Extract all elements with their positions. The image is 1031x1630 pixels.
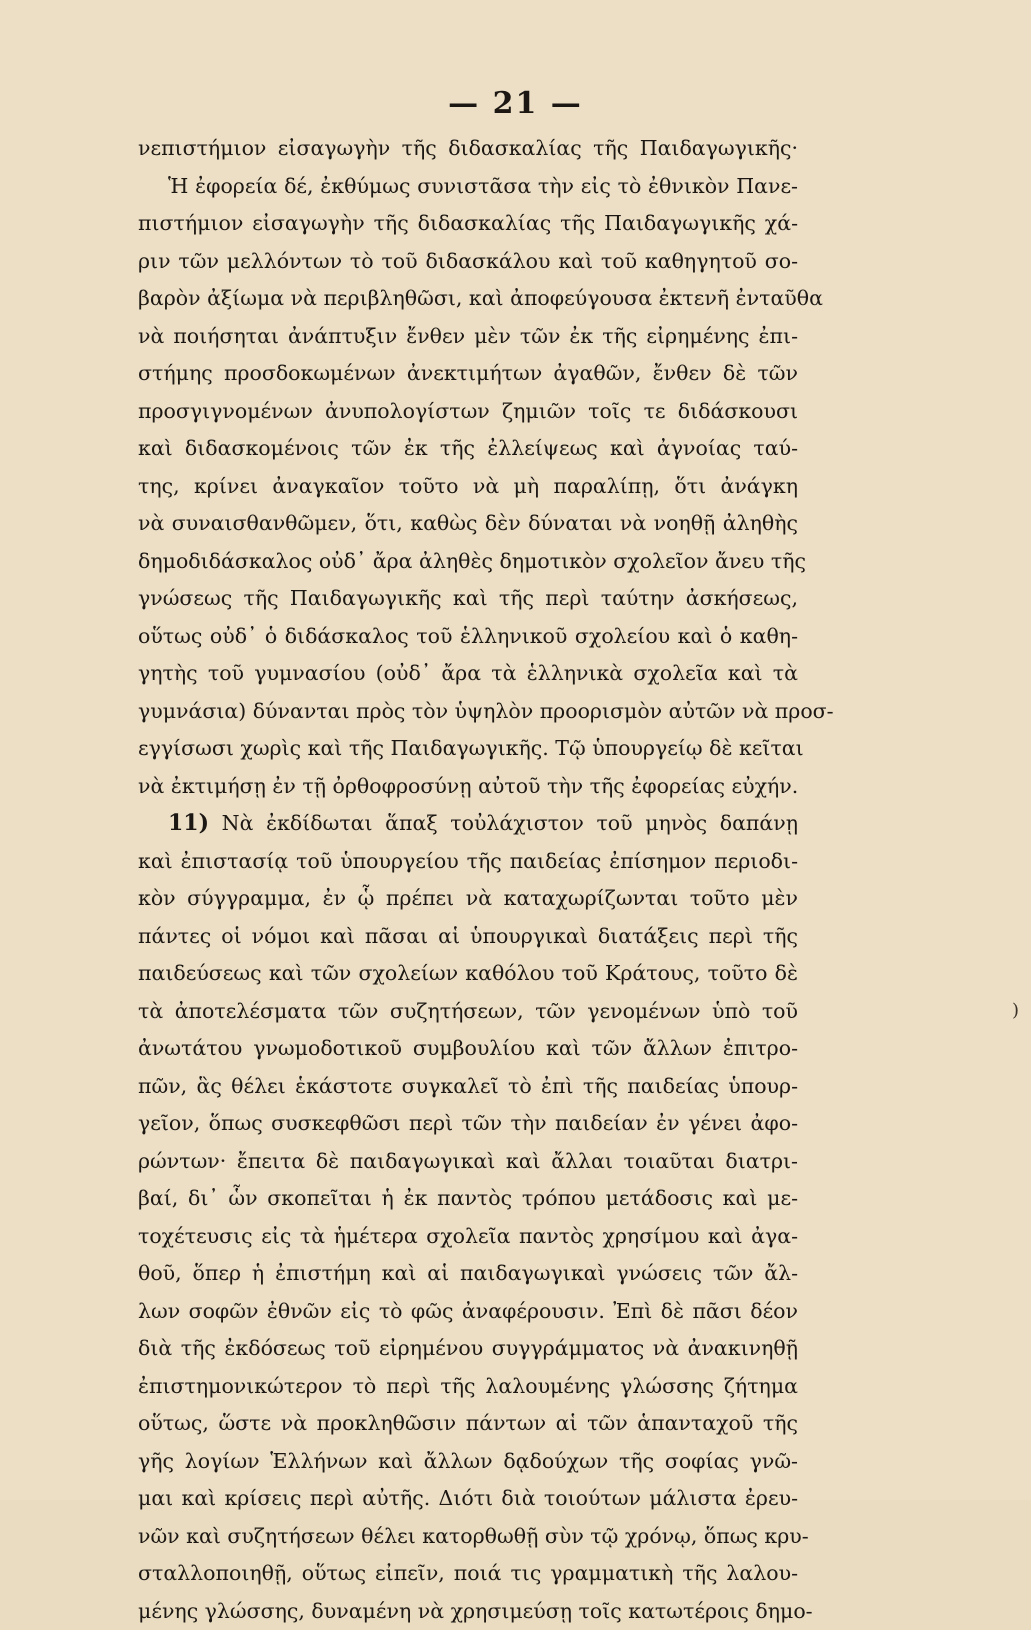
text-line: μαι καὶ κρίσεις περὶ αὐτῆς. Διότι διὰ τοιούτων μάλιστα ἐρευ-	[138, 1480, 798, 1518]
text-line: σταλλοποιηθῇ, οὕτως εἰπεῖν, ποιά τις γραμματικὴ τῆς λαλου-	[138, 1555, 798, 1593]
text-line: καὶ ἐπιστασίᾳ τοῦ ὑπουργείου τῆς παιδείας ἐπίσημον περιοδι-	[138, 843, 798, 881]
text-line: πῶν, ἃς θέλει ἑκάστοτε συγκαλεῖ τὸ ἐπὶ τῆς παιδείας ὑπουρ-	[138, 1068, 798, 1106]
text-line: τοχέτευσις εἰς τὰ ἡμέτερα σχολεῖα παντὸς χρησίμου καὶ ἀγα-	[138, 1218, 798, 1256]
text-line: της, κρίνει ἀναγκαῖον τοῦτο νὰ μὴ παραλίπῃ, ὅτι ἀνάγκη	[138, 468, 798, 506]
text-line: βαρὸν ἀξίωμα νὰ περιβληθῶσι, καὶ ἀποφεύγουσα ἐκτενῆ ἐνταῦθα	[138, 280, 798, 318]
text-line: γητὴς τοῦ γυμνασίου (οὐδ᾽ ἄρα τὰ ἑλληνικὰ σχολεῖα καὶ τὰ	[138, 655, 798, 693]
text-line: δημοδιδάσκαλος οὐδ᾽ ἄρα ἀληθὲς δημοτικὸν σχολεῖον ἄνευ τῆς	[138, 543, 798, 581]
text-line: διὰ τῆς ἐκδόσεως τοῦ εἰρημένου συγγράμματος νὰ ἀνακινηθῇ	[138, 1330, 798, 1368]
text-line: νὰ ἐκτιμήσῃ ἐν τῇ ὀρθοφροσύνῃ αὐτοῦ τὴν τῆς ἐφορείας εὐχήν.	[138, 768, 798, 806]
text-line: μένης γλώσσης, δυναμένη νὰ χρησιμεύσῃ τοῖς κατωτέροις δημο-	[138, 1593, 798, 1630]
text-line: πιστήμιον εἰσαγωγὴν τῆς διδασκαλίας τῆς Παιδαγωγικῆς χά-	[138, 205, 798, 243]
item-11-first-line-text: Νὰ ἐκδίδωται ἅπαξ τοὐλάχιστον τοῦ μηνὸς δαπάνῃ	[222, 811, 798, 835]
text-line: οὕτως, ὥστε νὰ προκληθῶσιν πάντων αἱ τῶν ἁπανταχοῦ τῆς	[138, 1405, 798, 1443]
text-line: γυμνάσια) δύνανται πρὸς τὸν ὑψηλὸν προορισμὸν αὐτῶν νὰ προσ-	[138, 693, 798, 731]
text-line: νεπιστήμιον εἰσαγωγὴν τῆς διδασκαλίας τῆς Παιδαγωγικῆς·	[138, 130, 798, 168]
text-line: γνώσεως τῆς Παιδαγωγικῆς καὶ τῆς περὶ ταύτην ἀσκήσεως,	[138, 580, 798, 618]
text-line: βαί, δι᾽ ὧν σκοπεῖται ἡ ἐκ παντὸς τρόπου μετάδοσις καὶ με-	[138, 1180, 798, 1218]
margin-mark: )	[1012, 1000, 1019, 1021]
text-line: πάντες οἱ νόμοι καὶ πᾶσαι αἱ ὑπουργικαὶ διατάξεις περὶ τῆς	[138, 918, 798, 956]
text-line: θοῦ, ὅπερ ἡ ἐπιστήμη καὶ αἱ παιδαγωγικαὶ γνώσεις τῶν ἄλ-	[138, 1255, 798, 1293]
text-line: Ἡ ἐφορεία δέ, ἐκθύμως συνιστᾶσα τὴν εἰς τὸ ἐθνικὸν Πανε-	[138, 168, 798, 206]
text-line: ρώντων· ἔπειτα δὲ παιδαγωγικαὶ καὶ ἄλλαι τοιαῦται διατρι-	[138, 1143, 798, 1181]
text-line: ἐπιστημονικώτερον τὸ περὶ τῆς λαλουμένης γλώσσης ζήτημα	[138, 1368, 798, 1406]
text-line: κὸν σύγγραμμα, ἐν ᾧ πρέπει νὰ καταχωρίζωνται τοῦτο μὲν	[138, 880, 798, 918]
item-11-first-line	[138, 805, 798, 843]
text-line: νὰ ποιήσηται ἀνάπτυξιν ἔνθεν μὲν τῶν ἐκ τῆς εἰρημένης ἐπι-	[138, 318, 798, 356]
text-line: τὰ ἀποτελέσματα τῶν συζητήσεων, τῶν γενομένων ὑπὸ τοῦ	[138, 993, 798, 1031]
text-line: οὕτως οὐδ᾽ ὁ διδάσκαλος τοῦ ἑλληνικοῦ σχολείου καὶ ὁ καθη-	[138, 618, 798, 656]
text-line: ριν τῶν μελλόντων τὸ τοῦ διδασκάλου καὶ τοῦ καθηγητοῦ σο-	[138, 243, 798, 281]
text-line: στήμης προσδοκωμένων ἀνεκτιμήτων ἀγαθῶν, ἔνθεν δὲ τῶν	[138, 355, 798, 393]
text-line: νὰ συναισθανθῶμεν, ὅτι, καθὼς δὲν δύναται νὰ νοηθῇ ἀληθὴς	[138, 505, 798, 543]
page-number: — 21 —	[0, 86, 1031, 121]
text-line: παιδεύσεως καὶ τῶν σχολείων καθόλου τοῦ Κράτους, τοῦτο δὲ	[138, 955, 798, 993]
text-line: γῆς λογίων Ἑλλήνων καὶ ἄλλων δᾳδούχων τῆς σοφίας γνῶ-	[138, 1443, 798, 1481]
item-number: 11)	[168, 810, 209, 836]
text-line: καὶ διδασκομένοις τῶν ἐκ τῆς ἐλλείψεως καὶ ἀγνοίας ταύ-	[138, 430, 798, 468]
body-text	[138, 130, 798, 1630]
text-line: εγγίσωσι χωρὶς καὶ τῆς Παιδαγωγικῆς. Τῷ ὑπουργείῳ δὲ κεῖται	[138, 730, 798, 768]
text-line: γεῖον, ὅπως συσκεφθῶσι περὶ τῶν τὴν παιδείαν ἐν γένει ἀφο-	[138, 1105, 798, 1143]
text-line: ἀνωτάτου γνωμοδοτικοῦ συμβουλίου καὶ τῶν ἄλλων ἐπιτρο-	[138, 1030, 798, 1068]
text-line: νῶν καὶ συζητήσεων θέλει κατορθωθῇ σὺν τῷ χρόνῳ, ὅπως κρυ-	[138, 1518, 798, 1556]
text-line: προσγιγνομένων ἀνυπολογίστων ζημιῶν τοῖς τε διδάσκουσι	[138, 393, 798, 431]
text-line: λων σοφῶν ἐθνῶν εἰς τὸ φῶς ἀναφέρουσιν. Ἐπὶ δὲ πᾶσι δέον	[138, 1293, 798, 1331]
